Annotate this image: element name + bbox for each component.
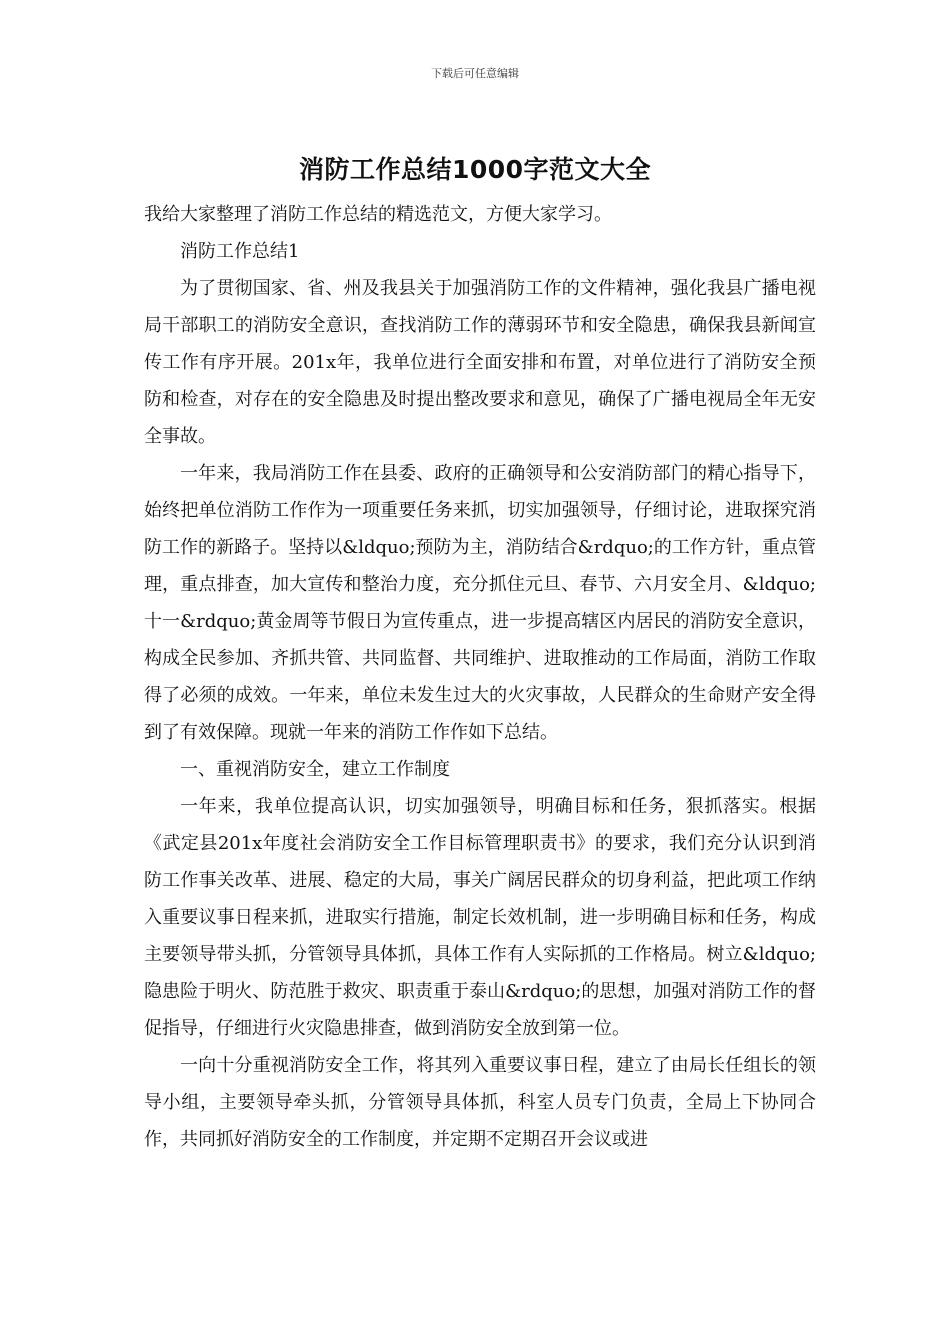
section-heading: 一、重视消防安全，建立工作制度: [180, 759, 450, 780]
body-paragraph: 一年来，我局消防工作在县委、政府的正确领导和公安消防部门的精心指导下，始终把单位消防工作作为一项重要任务来抓，切实加强领导，仔细讨论，进取探究消防工作的新路子。坚持以&ldquo;预防为主，消防结合&rdquo;的工作方针，重点管理，重点排查，加大宣传和整治力度，充分抓住元旦、春节、六月安全月、&ldquo;十一&rdquo;黄金周等节假日为宣传重点，进一步提高辖区内居民的消防安全意识，构成全民参加、齐抓共管、共同监督、共同维护、进取推动的工作局面，消防工作取得了必须的成效。一年来，单位未发生过大的火灾事故，人民群众的生命财产安全得到了有效保障。现就一年来的消防工作作如下总结。: [144, 463, 816, 743]
intro-paragraph: 我给大家整理了消防工作总结的精选范文，方便大家学习。: [144, 204, 612, 225]
body-paragraph: 一向十分重视消防安全工作，将其列入重要议事日程，建立了由局长任组长的领导小组，主要领导牵头抓，分管领导具体抓，科室人员专门负责，全局上下协同合作，共同抓好消防安全的工作制度，并定期不定期召开会议或进: [144, 1055, 816, 1150]
document-title: 消防工作总结1000字范文大全: [298, 155, 652, 184]
page-header: 下载后可任意编辑: [431, 67, 519, 80]
subtitle: 消防工作总结1: [180, 241, 300, 262]
document-body: [144, 196, 816, 1158]
body-paragraph: 为了贯彻国家、省、州及我县关于加强消防工作的文件精神，强化我县广播电视局干部职工的消防安全意识，查找消防工作的薄弱环节和安全隐患，确保我县新闻宣传工作有序开展。201x年，我单位进行全面安排和布置，对单位进行了消防安全预防和检查，对存在的安全隐患及时提出整改要求和意见，确保了广播电视局全年无安全事故。: [144, 278, 816, 447]
body-paragraph: 一年来，我单位提高认识，切实加强领导，明确目标和任务，狠抓落实。根据《武定县201x年度社会消防安全工作目标管理职责书》的要求，我们充分认识到消防工作事关改革、进展、稳定的大局，事关广阔居民群众的切身利益，把此项工作纳入重要议事日程来抓，进取实行措施，制定长效机制，进一步明确目标和任务，构成主要领导带头抓，分管领导具体抓，具体工作有人实际抓的工作格局。树立&ldquo;隐患险于明火、防范胜于救灾、职责重于泰山&rdquo;的思想，加强对消防工作的督促指导，仔细进行火灾隐患排查，做到消防安全放到第一位。: [144, 796, 816, 1039]
